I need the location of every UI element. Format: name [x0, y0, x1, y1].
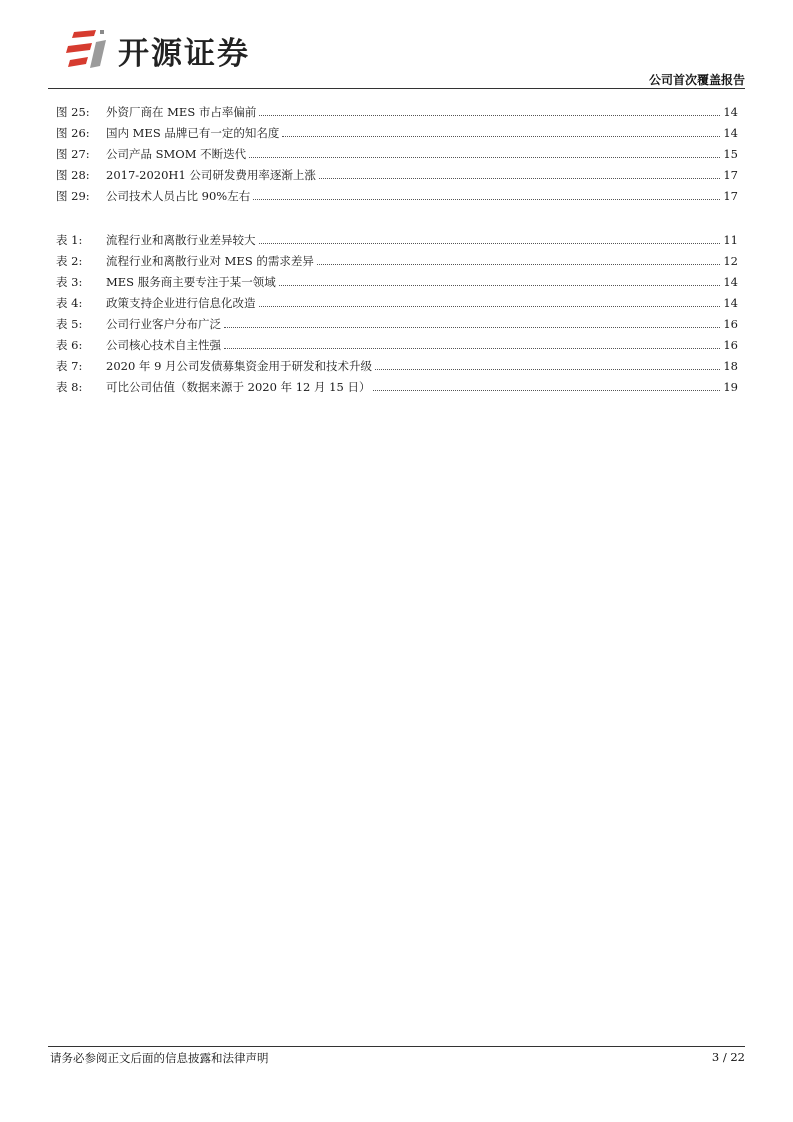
toc-entry-label: 图 25:	[56, 105, 90, 119]
toc-entry-label: 图 29:	[56, 189, 90, 203]
toc-dot-leader	[282, 136, 720, 137]
toc-entry-table-3[interactable]	[56, 268, 738, 289]
toc-entry-label: 表 3:	[56, 275, 83, 289]
toc-dot-leader	[375, 369, 720, 370]
toc-dot-leader	[253, 199, 720, 200]
toc-entry-page: 14	[723, 296, 738, 310]
toc-entry-page: 17	[723, 168, 738, 182]
toc-entry-table-1[interactable]	[56, 226, 738, 247]
logo-mark-icon	[66, 26, 112, 72]
toc-entry-figure-27[interactable]	[56, 140, 738, 161]
header-divider	[48, 88, 745, 89]
toc-entry-label: 图 28:	[56, 168, 90, 182]
toc-entry-title: MES 服务商主要专注于某一领域	[106, 275, 276, 289]
toc-entry-label: 表 2:	[56, 254, 83, 268]
toc-dot-leader	[224, 348, 720, 349]
toc-entry-title: 外资厂商在 MES 市占率偏前	[106, 105, 257, 119]
figure-list	[56, 98, 738, 203]
toc-entry-title: 流程行业和离散行业差异较大	[106, 233, 256, 247]
page-header	[0, 0, 793, 90]
toc-entry-page: 14	[723, 105, 738, 119]
toc-dot-leader	[224, 327, 720, 328]
toc-entry-table-2[interactable]	[56, 247, 738, 268]
toc-entry-page: 16	[723, 317, 738, 331]
toc-entry-page: 11	[723, 233, 738, 247]
toc-entry-label: 图 27:	[56, 147, 90, 161]
toc-dot-leader	[319, 178, 720, 179]
toc-entry-page: 15	[723, 147, 738, 161]
toc-entry-page: 16	[723, 338, 738, 352]
footer-disclaimer: 请务必参阅正文后面的信息披露和法律声明	[50, 1051, 269, 1065]
toc-entry-page: 12	[723, 254, 738, 268]
toc-dot-leader	[259, 306, 721, 307]
company-logo	[66, 26, 296, 72]
toc-entry-table-4[interactable]	[56, 289, 738, 310]
toc-entry-label: 表 6:	[56, 338, 83, 352]
toc-entry-page: 19	[723, 380, 738, 394]
toc-entry-page: 18	[723, 359, 738, 373]
toc-dot-leader	[259, 115, 720, 116]
toc-entry-page: 14	[723, 126, 738, 140]
toc-entry-title: 2017-2020H1 公司研发费用率逐渐上涨	[106, 168, 316, 182]
toc-entry-figure-29[interactable]	[56, 182, 738, 203]
footer-divider	[48, 1046, 745, 1047]
toc-entry-title: 政策支持企业进行信息化改造	[106, 296, 256, 310]
toc-entry-label: 表 5:	[56, 317, 83, 331]
toc-entry-table-7[interactable]	[56, 352, 738, 373]
toc-entry-figure-25[interactable]	[56, 98, 738, 119]
toc-entry-page: 14	[723, 275, 738, 289]
toc-entry-figure-26[interactable]	[56, 119, 738, 140]
toc-dot-leader	[259, 243, 721, 244]
toc-entry-title: 流程行业和离散行业对 MES 的需求差异	[106, 254, 314, 268]
toc-dot-leader	[373, 390, 720, 391]
page-number: 3 / 22	[711, 1050, 745, 1064]
logo-text: 开源证券	[118, 36, 250, 72]
toc-entry-title: 国内 MES 品牌已有一定的知名度	[106, 126, 280, 140]
toc-dot-leader	[279, 285, 721, 286]
toc-entry-label: 表 4:	[56, 296, 83, 310]
toc-entry-table-5[interactable]	[56, 310, 738, 331]
toc-dot-leader	[317, 264, 721, 265]
toc-entry-page: 17	[723, 189, 738, 203]
report-type-label: 公司首次覆盖报告	[648, 73, 745, 87]
toc-entry-label: 表 8:	[56, 380, 83, 394]
toc-entry-title: 公司技术人员占比 90%左右	[106, 189, 251, 203]
toc-entry-figure-28[interactable]	[56, 161, 738, 182]
toc-entry-label: 表 1:	[56, 233, 83, 247]
toc-dot-leader	[249, 157, 720, 158]
toc-entry-table-8[interactable]	[56, 373, 738, 394]
toc-entry-title: 可比公司估值（数据来源于 2020 年 12 月 15 日）	[106, 380, 371, 394]
toc-entry-label: 图 26:	[56, 126, 90, 140]
toc-entry-table-6[interactable]	[56, 331, 738, 352]
toc-entry-title: 公司行业客户分布广泛	[106, 317, 221, 331]
toc-entry-title: 公司核心技术自主性强	[106, 338, 221, 352]
toc-entry-title: 公司产品 SMOM 不断迭代	[106, 147, 247, 161]
toc-entry-title: 2020 年 9 月公司发债募集资金用于研发和技术升级	[106, 359, 373, 373]
table-list	[56, 226, 738, 394]
toc-entry-label: 表 7:	[56, 359, 83, 373]
